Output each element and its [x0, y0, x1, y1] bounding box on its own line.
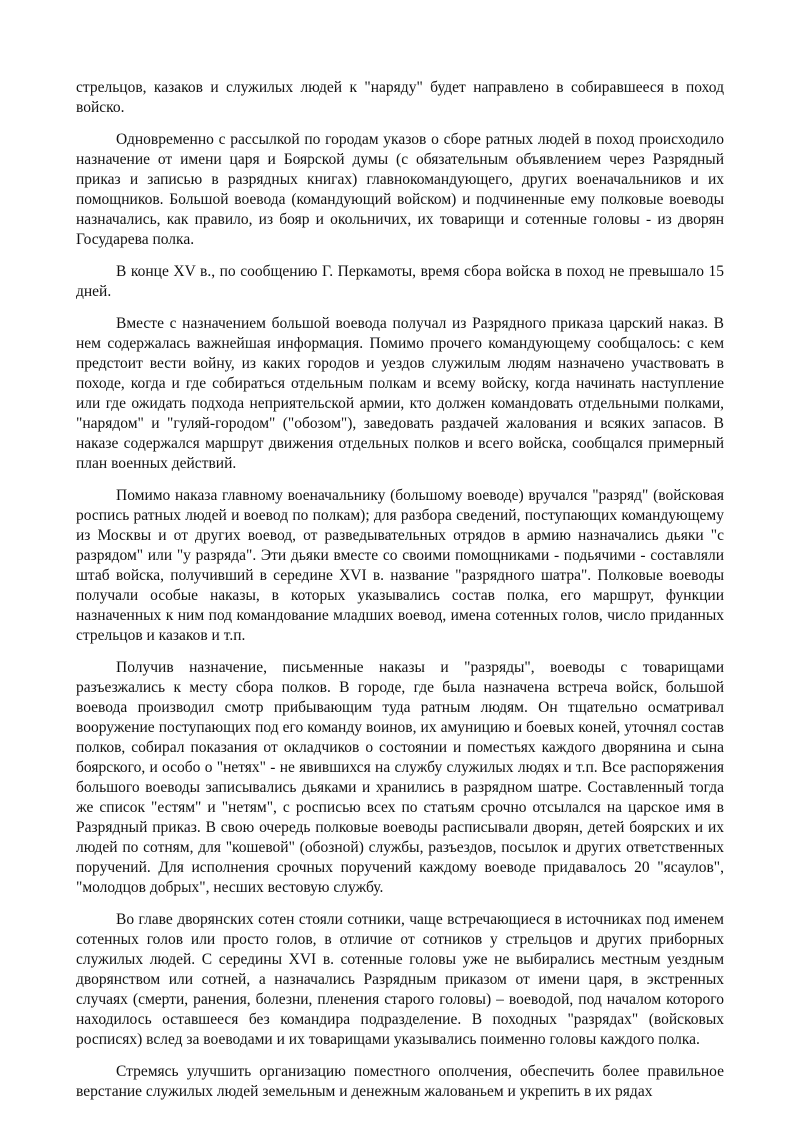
paragraph-1: стрельцов, казаков и служилых людей к "наряду" будет направлено в собиравшееся в поход войско.	[76, 79, 724, 116]
paragraph-7: Во главе дворянских сотен стояли сотники, чаще встречающиеся в источниках под именем сотенных голов или просто голов, в отличие от сотников у стрельцов и других приборных служилых людей. С середины XVI в. сотенные головы уже не выбирались местным уездным дворянством или сотней, а назначались Разрядным приказом от имени царя, в экстренных случаях (смерти, ранения, болезни, пленения старого головы) – воеводой, под началом которого находилось оставшееся без командира подразделение. В походных "разрядах" (войсковых росписях) вслед за воеводами и их товарищами указывались поименно головы каждого полка.	[76, 911, 724, 1048]
paragraph-2: Одновременно с рассылкой по городам указов о сборе ратных людей в поход происходило назначение от имени царя и Боярской думы (с обязательным объявлением через Разрядный приказ и записью в разрядных книгах) главнокомандующего, других военачальников и их помощников. Большой воевода (командующий войском) и подчиненные ему полковые воеводы назначались, как правило, из бояр и окольничих, их товарищи и сотенные головы - из дворян Государева полка.	[76, 131, 724, 248]
paragraph-8: Стремясь улучшить организацию поместного ополчения, обеспечить более правильное верстание служилых людей земельным и денежным жалованьем и укрепить в их рядах	[76, 1063, 724, 1100]
paragraph-4: Вместе с назначением большой воевода получал из Разрядного приказа царский наказ. В нем содержалась важнейшая информация. Помимо прочего командующему сообщалось: с кем предстоит вести войну, из каких городов и уездов служилым людям назначено участвовать в походе, когда и где собираться отдельным полкам и всему войску, когда начинать наступление или где ожидать подхода неприятельской армии, кто должен командовать отдельными полками, "нарядом" и "гуляй-городом" ("обозом"), заведовать раздачей жалования и всяких запасов. В наказе содержался маршрут движения отдельных полков и всего войска, сообщался примерный план военных действий.	[76, 315, 724, 472]
document-page	[76, 78, 724, 1102]
paragraph-6: Получив назначение, письменные наказы и "разряды", воеводы с товарищами разъезжались к месту сбора полков. В городе, где была назначена встреча войск, большой воевода производил смотр прибывающим туда ратным людям. Он тщательно осматривал вооружение поступающих под его команду воинов, их амуницию и боевых коней, уточнял состав полков, собирал показания от окладчиков о состоянии и поместьях каждого дворянина и сына боярского, и особо о "нетях" - не явившихся на службу служилых людях и т.п. Все распоряжения большого воеводы записывались дьяками и хранились в разрядном шатре. Составленный тогда же список "естям" и "нетям", с росписью всех по статьям срочно отсылался на царское имя в Разрядный приказ. В свою очередь полковые воеводы расписывали дворян, детей боярских и их людей по сотням, для "кошевой" (обозной) службы, разъездов, посылок и других ответственных поручений. Для исполнения срочных поручений каждому воеводе придавалось 20 "ясаулов", "молодцов добрых", несших вестовую службу.	[76, 659, 724, 896]
paragraph-5: Помимо наказа главному военачальнику (большому воеводе) вручался "разряд" (войсковая роспись ратных людей и воевод по полкам); для разбора сведений, поступающих командующему из Москвы и от других воевод, от разведывательных отрядов в армию назначались дьяки "с разрядом" или "у разряда". Эти дьяки вместе со своими помощниками - подьячими - составляли штаб войска, получивший в середине XVI в. название "разрядного шатра". Полковые воеводы получали особые наказы, в которых указывались состав полка, его маршрут, функции назначенных к ним под командование младших воевод, имена сотенных голов, число приданных стрельцов и казаков и т.п.	[76, 487, 724, 644]
paragraph-3: В конце XV в., по сообщению Г. Перкамоты, время сбора войска в поход не превышало 15 дней.	[76, 263, 724, 300]
